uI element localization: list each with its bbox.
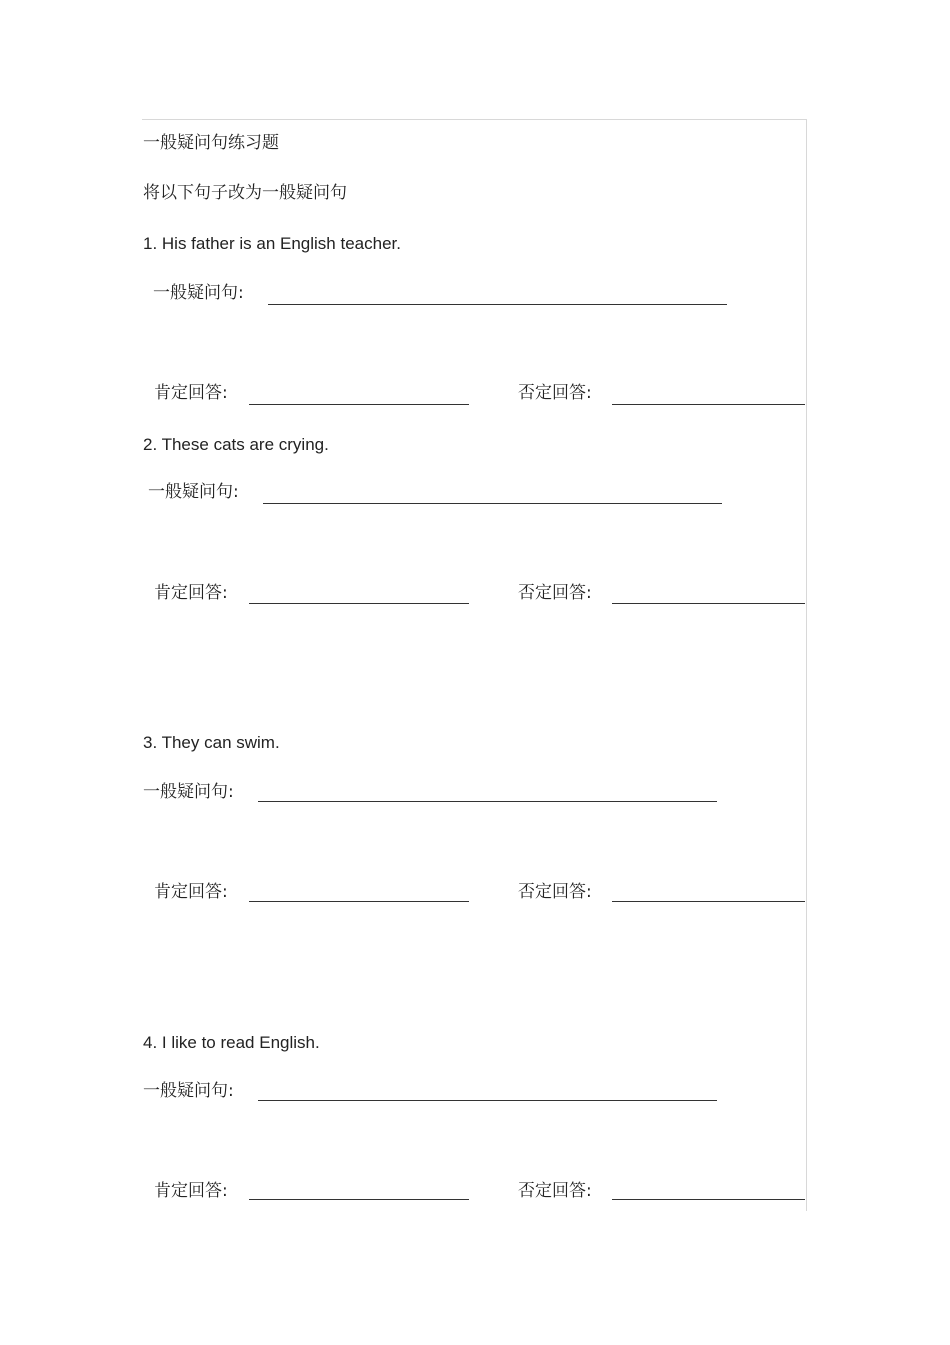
negative-answer-line-2[interactable] <box>612 603 805 604</box>
negative-label-2: 否定回答: <box>518 583 592 603</box>
sentence-1: 1. His father is an English teacher. <box>143 234 401 253</box>
page-frame-right <box>806 119 807 1211</box>
question-label-1: 一般疑问句: <box>153 283 244 303</box>
negative-label-4: 否定回答: <box>518 1181 592 1201</box>
question-answer-line-1[interactable] <box>268 304 727 305</box>
question-label-3: 一般疑问句: <box>143 782 234 802</box>
positive-label-1: 肯定回答: <box>154 383 228 403</box>
positive-label-4: 肯定回答: <box>154 1181 228 1201</box>
negative-answer-line-1[interactable] <box>612 404 805 405</box>
instruction-text: 将以下句子改为一般疑问句 <box>143 183 347 203</box>
page-frame-top <box>142 119 807 120</box>
negative-label-1: 否定回答: <box>518 383 592 403</box>
positive-answer-line-2[interactable] <box>249 603 469 604</box>
question-label-4: 一般疑问句: <box>143 1081 234 1101</box>
sentence-2: 2. These cats are crying. <box>143 435 329 454</box>
negative-answer-line-3[interactable] <box>612 901 805 902</box>
question-label-2: 一般疑问句: <box>148 482 239 502</box>
sentence-4: 4. I like to read English. <box>143 1033 320 1052</box>
worksheet-title: 一般疑问句练习题 <box>143 133 279 153</box>
question-answer-line-4[interactable] <box>258 1100 717 1101</box>
positive-label-3: 肯定回答: <box>154 882 228 902</box>
positive-answer-line-1[interactable] <box>249 404 469 405</box>
positive-answer-line-3[interactable] <box>249 901 469 902</box>
sentence-3: 3. They can swim. <box>143 733 280 752</box>
question-answer-line-3[interactable] <box>258 801 717 802</box>
negative-answer-line-4[interactable] <box>612 1199 805 1200</box>
negative-label-3: 否定回答: <box>518 882 592 902</box>
positive-label-2: 肯定回答: <box>154 583 228 603</box>
question-answer-line-2[interactable] <box>263 503 722 504</box>
positive-answer-line-4[interactable] <box>249 1199 469 1200</box>
